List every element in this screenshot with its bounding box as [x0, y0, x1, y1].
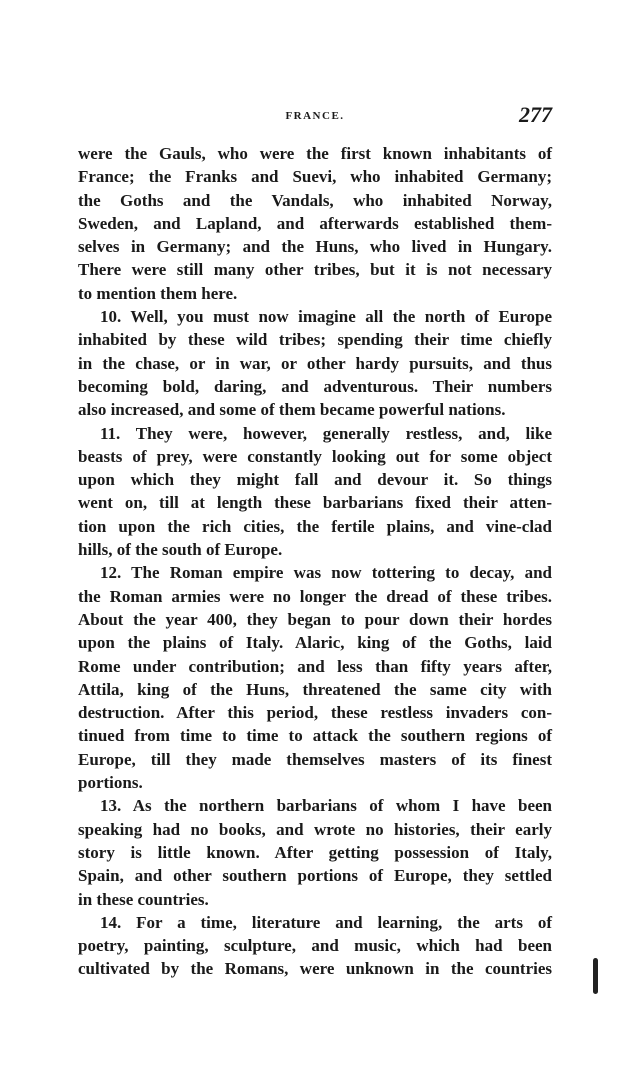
text-line: portions.: [78, 773, 143, 793]
ink-mark: [593, 958, 598, 994]
text-line: 12. The Roman empire was now tottering to decay, and: [100, 563, 552, 583]
text-line: the Goths and the Vandals, who inhabited Norway,: [78, 190, 552, 210]
text-line: inhabited by these wild tribes; spending their time chiefly: [78, 330, 552, 350]
text-line: cultivated by the Romans, were unknown in the countries: [78, 959, 552, 979]
text-line: Rome under contribution; and less than fifty years after,: [78, 656, 552, 676]
page-number: 277: [519, 102, 552, 127]
text-line: becoming bold, daring, and adventurous. Their numbers: [78, 376, 552, 396]
text-line: There were still many other tribes, but it is not necessary: [78, 260, 552, 280]
text-line: speaking had no books, and wrote no histories, their early: [78, 819, 552, 839]
text-line: in the chase, or in war, or other hardy pursuits, and thus: [78, 353, 552, 373]
text-line: tion upon the rich cities, the fertile plains, and vine-clad: [78, 516, 552, 536]
text-line: Spain, and other southern portions of Europe, they settled: [78, 866, 552, 886]
text-line: poetry, painting, sculpture, and music, which had been: [78, 936, 552, 956]
text-line: 14. For a time, literature and learning, the arts of: [100, 912, 552, 932]
text-line: 10. Well, you must now imagine all the north of Europe: [100, 307, 552, 327]
text-line: France; the Franks and Suevi, who inhabited Germany;: [78, 167, 552, 187]
text-line: Attila, king of the Huns, threatened the same city with: [78, 679, 552, 699]
text-line: also increased, and some of them became powerful nations.: [78, 400, 506, 420]
text-line: in these countries.: [78, 889, 209, 909]
text-line: upon which they might fall and devour it. So things: [78, 470, 552, 490]
text-line: 11. They were, however, generally restless, and, like: [100, 423, 552, 443]
text-line: hills, of the south of Europe.: [78, 540, 283, 560]
running-title: FRANCE.: [285, 110, 345, 122]
body-text: [78, 142, 552, 981]
text-line: the Roman armies were no longer the dread of these tribes.: [78, 586, 552, 606]
text-line: story is little known. After getting possession of Italy,: [78, 842, 552, 862]
text-line: selves in Germany; and the Huns, who lived in Hungary.: [78, 237, 552, 257]
text-line: 13. As the northern barbarians of whom I have been: [100, 796, 552, 816]
text-line: were the Gauls, who were the first known inhabitants of: [78, 144, 552, 163]
text-line: went on, till at length these barbarians fixed their atten-: [78, 493, 552, 513]
text-line: upon the plains of Italy. Alaric, king of the Goths, laid: [78, 633, 552, 653]
running-head: [78, 100, 552, 130]
text-line: destruction. After this period, these restless invaders con-: [78, 703, 552, 723]
text-line: About the year 400, they began to pour down their hordes: [78, 609, 552, 629]
text-line: Europe, till they made themselves masters of its finest: [78, 749, 552, 769]
text-line: tinued from time to time to attack the southern regions of: [78, 726, 552, 746]
text-line: beasts of prey, were constantly looking out for some object: [78, 446, 552, 466]
text-line: to mention them here.: [78, 283, 238, 303]
text-line: Sweden, and Lapland, and afterwards established them-: [78, 213, 552, 233]
